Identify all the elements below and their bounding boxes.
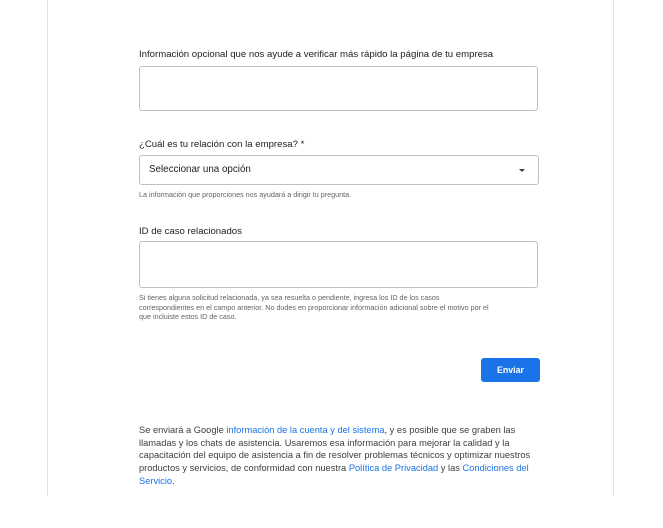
case-ids-helper-line: correspondientes en el campo anterior. No dudes en proporcionar información adicional sobre el motivo por el	[139, 302, 489, 312]
left-divider	[47, 0, 48, 496]
case-ids-helper-line: que incluiste estos ID de caso.	[139, 312, 237, 322]
submit-button[interactable]: Enviar	[481, 358, 540, 382]
chevron-down-icon	[519, 169, 525, 172]
privacy-policy-link[interactable]: Política de Privacidad	[348, 463, 439, 474]
case-ids-label: ID de caso relacionados	[139, 226, 242, 237]
optional-info-textarea[interactable]	[139, 66, 538, 111]
disclaimer-text: y las	[438, 463, 463, 474]
terms-of-service-link[interactable]: Condiciones del Servicio	[139, 463, 529, 486]
relationship-selected-value: Seleccionar una opción	[149, 164, 251, 175]
optional-info-label: Información opcional que nos ayude a verificar más rápido la página de tu empresa	[139, 49, 494, 60]
account-system-info-link[interactable]: información de la cuenta y del sistema	[226, 425, 385, 435]
right-divider	[613, 0, 614, 496]
relationship-select[interactable]	[139, 155, 539, 185]
relationship-label: ¿Cuál es tu relación con la empresa? *	[139, 139, 305, 150]
privacy-disclaimer	[139, 424, 543, 488]
disclaimer-text: Se enviará a Google	[139, 425, 227, 435]
case-ids-textarea[interactable]	[139, 241, 538, 288]
case-ids-helper-line: Si tienes alguna solicitud relacionada, ya sea resuelta o pendiente, ingresa los ID de los casos	[139, 293, 440, 302]
case-ids-helper	[139, 293, 549, 322]
relationship-helper: La información que proporciones nos ayudará a dirigir tu pregunta.	[139, 190, 352, 199]
disclaimer-text: , y es posible que se graben las llamadas y los chats de asistencia. Usaremos esa información para mejorar la calidad y la capacitación del equipo de asistencia a fin de resolver problemas técnicos y optimizar nuestros productos y servicios, de conformidad con nuestra	[139, 425, 531, 474]
disclaimer-text: .	[172, 475, 175, 486]
